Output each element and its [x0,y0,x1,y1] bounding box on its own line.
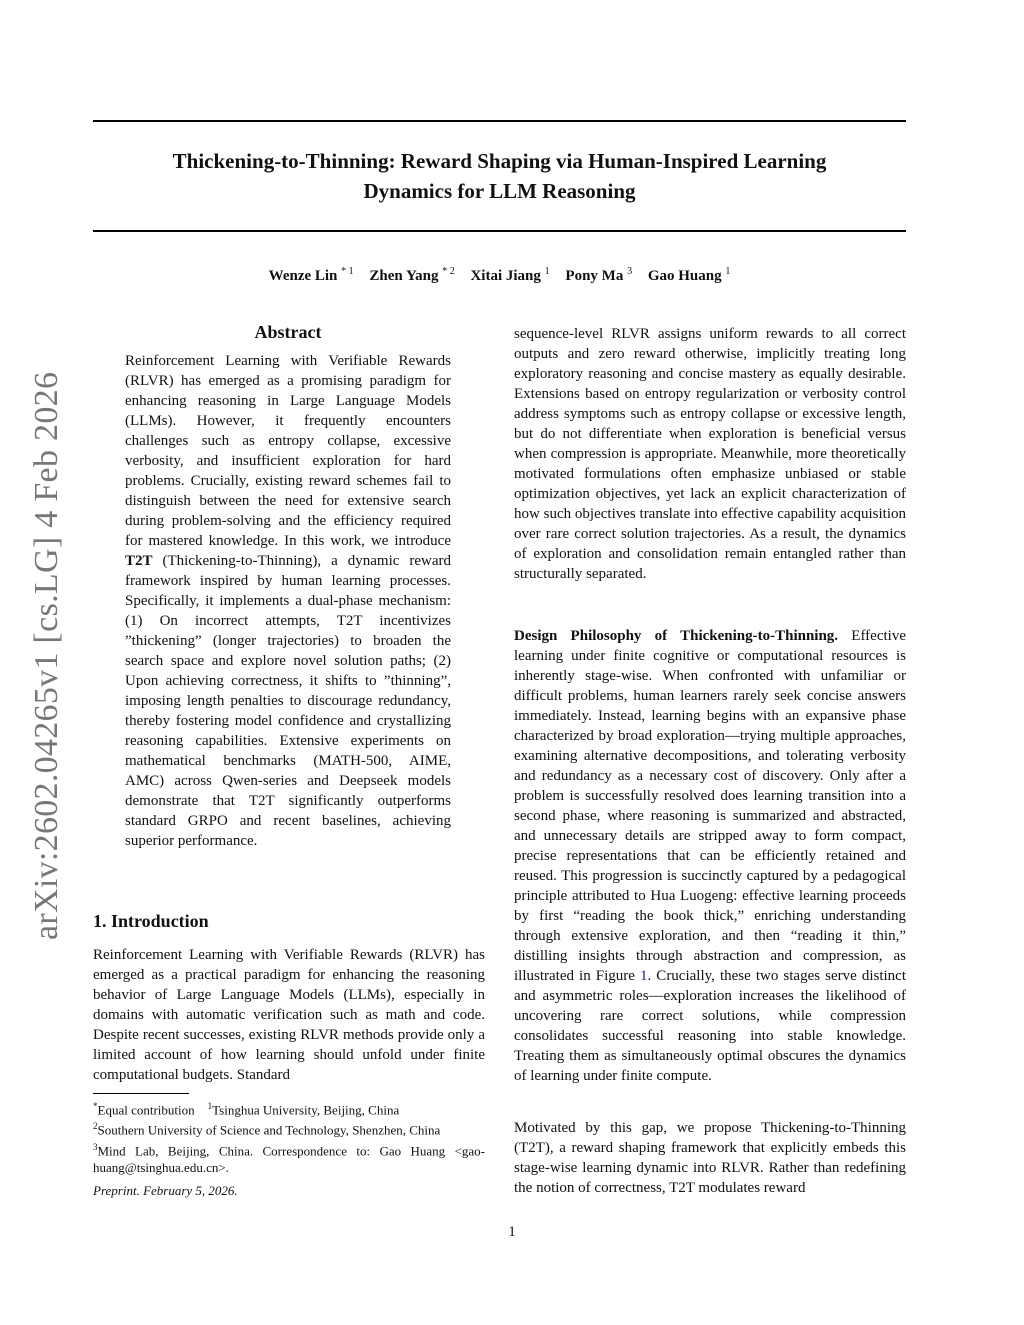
section-heading-introduction: 1. Introduction [93,911,209,931]
author: Pony Ma $^3$ [565,266,633,284]
figure-reference-link[interactable]: 1 [640,968,648,984]
arxiv-identifier-stamp: arXiv:2602.04265v1 [cs.LG] 4 Feb 2026 [28,371,65,940]
page-number: 1 [508,1224,516,1240]
abstract-text: Reinforcement Learning with Verifiable Rewards (RLVR) has emerged as a promising paradigm for enhancing reasoning in Large Language Models (LLMs). However, it frequently encounters challenges such as entropy collapse, excessive verbosity, and insufficient exploration for hard problems. Crucially, existing reward schemes fail to distinguish between the need for extensive search during problem-solving and the efficiency required for mastered knowledge. In this work, we introduce T2T (Thickening-to-Thinning), a dynamic reward framework inspired by human learning processes. Specifically, it implements a dual-phase mechanism: (1) On incorrect attempts, T2T incentivizes ”thickening” (longer trajectories) to broaden the search space and explore novel solution paths; (2) Upon achieving correctness, it shifts to ”thinning”, imposing length penalties to discourage redundancy, thereby fostering model confidence and crystallizing reasoning capabilities. Extensive experiments on mathematical benchmarks (MATH-500, AIME, AMC) across Qwen-series and Deepseek models demonstrate that T2T significantly outperforms standard GRPO and recent baselines, achieving superior performance. [125,353,451,849]
author: Wenze Lin $^{* 1}$ [268,266,354,284]
title-line-1: Thickening-to-Thinning: Reward Shaping via Human-Inspired Learning [172,149,827,173]
author: Gao Huang $^1$ [647,266,731,284]
author-list [93,266,906,285]
right-column-paragraph: sequence-level RLVR assigns uniform rewards to all correct outputs and zero reward otherwise, implicitly treating long exploratory reasoning and concise mastery as equally desirable. Extensions based on entropy regularization or verbosity control address symptoms such as entropy collapse or excessive length, but do not differentiate when exploration is beneficial versus when compression is appropriate. Meanwhile, more theoretically motivated formulations often emphasize unbiased or stable optimization objectives, yet lack an explicit characterization of how such objectives translate into effective capability acquisition over rare correct solution trajectories. As a result, the dynamics of exploration and consolidation remain entangled rather than structurally separated. [514,326,906,582]
author: Zhen Yang $^{* 2}$ [369,266,455,284]
introduction-paragraph: Reinforcement Learning with Verifiable Rewards (RLVR) has emerged as a practical paradigm for enhancing the reasoning behavior of Large Language Models (LLMs), especially in domains with automatic verification such as math and code. Despite recent successes, existing RLVR methods provide only a limited account of how learning should unfold under finite computational budgets. Standard [93,947,485,1083]
title-bottom-rule [93,230,906,232]
design-philosophy-paragraph: Design Philosophy of Thickening-to-Thinning. Effective learning under finite cognitive or computational resources is inherently stage-wise. When confronted with unfamiliar or difficult problems, human learners rarely seek concise answers immediately. Instead, learning begins with an expansive phase characterized by broad exploration—trying multiple approaches, examining alternative decompositions, and tolerating verbosity and redundancy as a necessary cost of discovery. Only after a problem is successfully resolved does learning transition into a second phase, where reasoning is summarized and abstracted, and unnecessary details are stripped away to form compact, precise representations that can be efficiently retained and reused. This progression is succinctly captured by a pedagogical principle attributed to Hua Luogeng: effective learning proceeds by first “reading the book thick,” enriching understanding through extensive exploration, and then “reading it thin,” distilling insights through abstraction and compression, as illustrated in Figure 1. Crucially, these two stages serve distinct and asymmetric roles—exploration increases the likelihood of uncovering rare correct solutions, while compression consolidates successful reasoning into stable knowledge. Treating them as simultaneously optimal obscures the dynamics of learning under finite compute. [514,628,906,1084]
author: Xitai Jiang $^1$ [470,266,550,284]
preprint-date: Preprint. February 5, 2026. [93,1183,238,1198]
abstract-heading: Abstract [254,322,322,342]
paper-title [93,146,906,206]
footnote-block: *Equal contribution $^1$Tsinghua University, Beijing, China $^2$Southern University of Science and Technology, Shenzhen, China $^3$Mind Lab, Beijing, China. Correspondence to: Gao Huang <gao-huang@tsinghua.edu.cn>. [93,1101,485,1175]
title-top-rule [93,120,906,122]
title-line-2: Dynamics for LLM Reasoning [363,179,636,203]
footnote-rule [93,1093,189,1094]
motivation-paragraph: Motivated by this gap, we propose Thickening-to-Thinning (T2T), a reward shaping framework that explicitly embeds this stage-wise learning dynamic into RLVR. Rather than redefining the notion of correctness, T2T modulates reward [514,1120,906,1196]
paragraph-heading: Design Philosophy of Thickening-to-Thinning. [514,628,839,644]
